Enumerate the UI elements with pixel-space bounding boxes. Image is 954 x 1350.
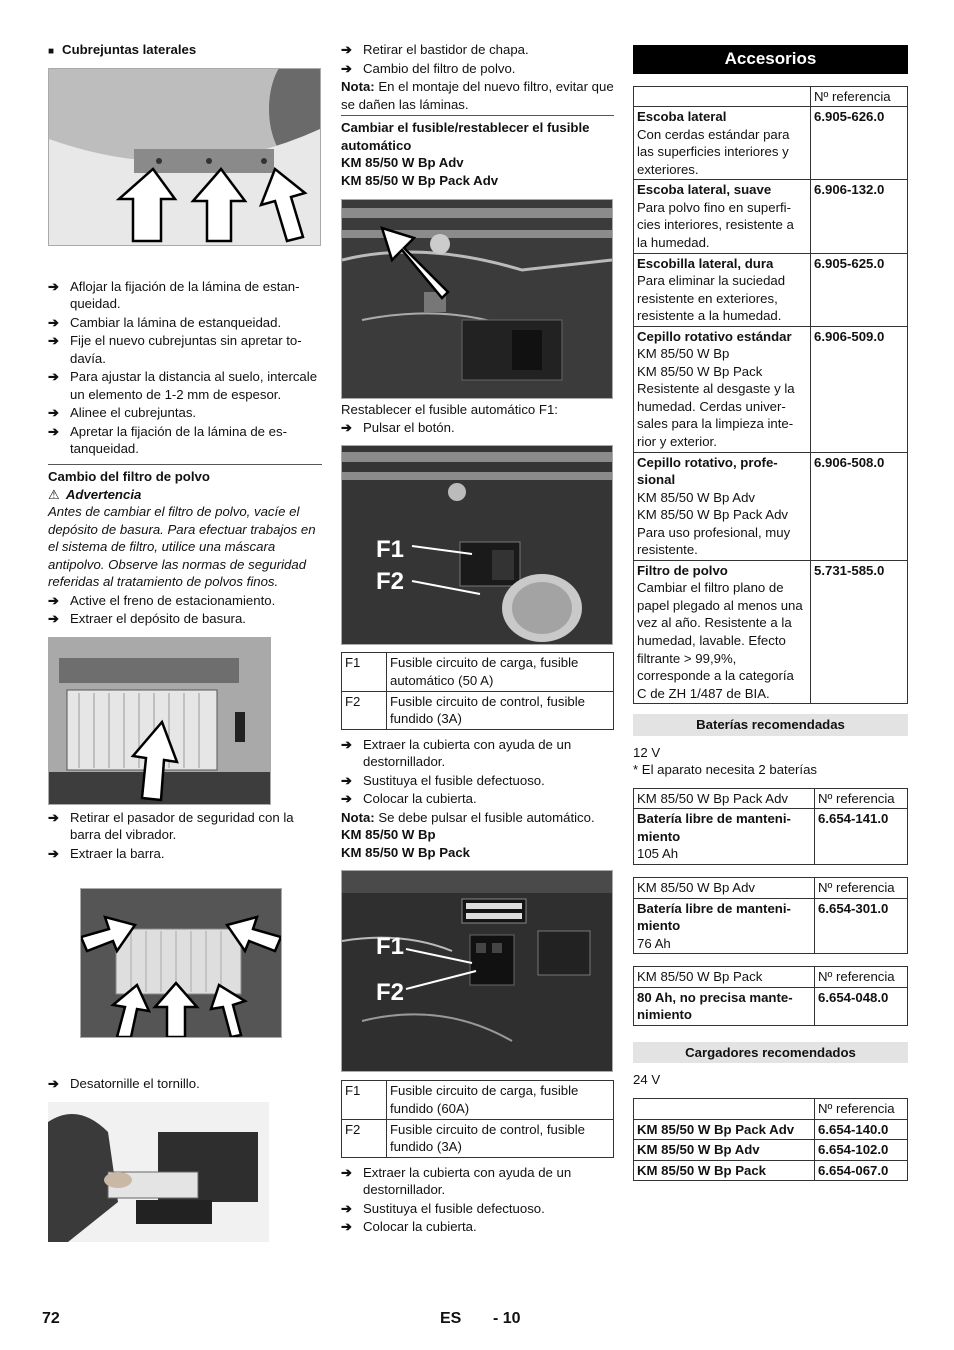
ref-column-header: Nº referencia [811,86,908,107]
table-row: F1 Fusible circuito de carga, fusible automático (50 A) [342,653,614,691]
step-item: ➔ Extraer la cubierta con ayuda de un destornillador. [341,736,572,770]
filter-bar-illustration [81,889,281,1037]
step-item: ➔ Alinee el cubrejuntas. [48,405,197,421]
column-left [48,38,322,1242]
table-header-row [634,86,908,107]
step-item: ➔ Pulsar el botón. [341,419,455,435]
arrow-icon: ➔ [48,611,60,627]
photo-fuses-bp [341,870,613,1072]
table-row: F1 Fusible circuito de carga, fusible fundido (60A) [342,1081,614,1119]
step-item: ➔ Extraer la barra. [48,846,165,862]
battery-note: * El aparato necesita 2 baterías [633,762,818,778]
photo-fuse-reset [341,199,613,399]
step-item: ➔ Fije el nuevo cubrejuntas sin apretar todavía. [48,333,302,366]
steps-skirt [48,278,322,458]
table-row: Cepillo rotativo, profesional KM 85/50 W Bp Adv KM 85/50 W Bp Pack Adv Para uso profesional, muy resistente. 6.906-508.0 [634,452,908,560]
table-row: F2 Fusible circuito de control, fusible fundido (3A) [342,1119,614,1157]
arrow-icon: ➔ [48,423,60,439]
model-label: KM 85/50 W Bp Pack Adv [341,172,499,188]
arrow-icon: ➔ [48,592,60,608]
language-code: ES [440,1310,462,1327]
photo-filter-vibrator [48,637,271,805]
arrow-icon: ➔ [341,1219,353,1235]
fuse-heading: Cambiar el fusible/restablecer el fusible automático [341,120,590,153]
arrow-icon: ➔ [341,772,353,788]
table-row: Batería libre de mantenimiento 105 Ah 6.654-141.0 [634,809,908,865]
filter-vibrator-illustration [49,638,270,804]
column-middle [341,38,614,1237]
step-item: ➔ Aflojar la fijación de la lámina de estanqueidad. [48,278,300,312]
step-item: ➔ Para ajustar la distancia al suelo, intercale un elemento de 1-2 mm de espesor. [48,369,318,402]
table-row: KM 85/50 W Bp Pack 6.654-067.0 [634,1160,908,1181]
photo-side-skirt [48,68,321,246]
fuses-bp-illustration [342,871,612,1071]
step-item: ➔ Extraer el depósito de basura. [48,611,246,627]
table-header-row: Nº referencia [634,1098,908,1119]
arrow-icon: ➔ [341,736,353,752]
warning-heading: ⚠ Advertencia [48,486,142,502]
chargers-title: Cargadores recomendados [633,1042,908,1064]
arrow-icon: ➔ [48,846,60,862]
table-row: Escoba lateral Con cerdas estándar para las superficies interiores y exteriores. 6.905-626.0 [634,107,908,180]
table-row: Cepillo rotativo estándar KM 85/50 W Bp KM 85/50 W Bp Pack Resistente al desgaste y la humedad. Cerdas universales para la limpieza interior y exterior. 6.906-509.0 [634,326,908,452]
step-item: ➔ Retirar el pasador de seguridad con la barra del vibrador. [48,809,294,843]
photo-removing-filter [48,1102,269,1242]
battery-table [633,788,908,865]
step-item: ➔ Sustituya el fusible defectuoso. [341,772,545,788]
table-row: KM 85/50 W Bp Pack Adv 6.654-140.0 [634,1119,908,1140]
page-number: 72 [42,1310,60,1327]
label-f2: F2 [376,979,405,1007]
fuse-table-adv [341,652,614,729]
accessories-title: Accesorios [633,45,908,74]
arrow-icon: ➔ [341,791,353,807]
chargers-table [633,1098,908,1181]
arrow-icon: ➔ [48,809,60,825]
accessories-table [633,86,908,705]
table-row: 80 Ah, no precisa mantenimiento 6.654-048.0 [634,987,908,1025]
step-item: ➔ Active el freno de estacionamiento. [48,592,276,608]
divider [48,464,322,465]
table-row: F2 Fusible circuito de control, fusible fundido (3A) [342,691,614,729]
removing-filter-illustration [48,1102,269,1242]
label-f1: F1 [376,933,405,961]
section-page: - 10 [493,1310,521,1327]
charger-voltage: 24 V [633,1072,661,1088]
arrow-icon: ➔ [48,1075,60,1091]
step-item: ➔ Retirar el bastidor de chapa. [341,42,529,57]
arrow-icon: ➔ [48,369,60,385]
table-header-row: KM 85/50 W Bp Pack Adv Nº referencia [634,788,908,809]
reset-text: Restablecer el fusible automático F1: [341,402,558,418]
step-item: ➔ Apretar la fijación de la lámina de estanqueidad. [48,423,287,457]
table-row: Filtro de polvo Cambiar el filtro plano de papel plegado al menos una vez al año. Resistente a la humedad, lavable. Efecto filtrante > 99,9%, corresponde a la categoría C de ZH 1/487 de BIA. 5.731-585.0 [634,560,908,703]
table-header-row: KM 85/50 W Bp Adv Nº referencia [634,878,908,899]
arrow-icon: ➔ [48,405,60,421]
battery-table [633,877,908,954]
side-skirt-illustration [49,69,320,245]
battery-voltage: 12 V [633,744,661,760]
arrow-icon: ➔ [341,42,353,57]
arrow-icon: ➔ [341,1164,353,1180]
photo-fuses-adv [341,445,613,645]
arrow-icon: ➔ [48,333,60,349]
batteries-title: Baterías recomendadas [633,714,908,736]
battery-table [633,966,908,1026]
bullet-square-icon: ■ [48,46,55,57]
label-f2: F2 [376,568,405,596]
fuse-reset-illustration [342,200,612,398]
table-row: KM 85/50 W Bp Adv 6.654-102.0 [634,1140,908,1161]
model-label: KM 85/50 W Bp Pack [341,844,470,860]
arrow-icon: ➔ [341,1200,353,1216]
label-f1: F1 [376,536,405,564]
column-right [633,45,908,1181]
note: Nota: Se debe pulsar el fusible automático. [341,809,595,825]
step-item: ➔ Sustituya el fusible defectuoso. [341,1200,545,1216]
filter-heading: Cambio del filtro de polvo [48,469,210,485]
table-row: Batería libre de mantenimiento 76 Ah 6.654-301.0 [634,898,908,954]
note: Nota: En el montaje del nuevo filtro, evitar que se dañen las láminas. [341,79,614,112]
model-label: KM 85/50 W Bp [341,827,436,843]
section-title: ■ Cubrejuntas laterales [48,42,197,57]
arrow-icon: ➔ [48,314,60,330]
warning-text: Antes de cambiar el filtro de polvo, vacíe el depósito de basura. Para efectuar trabajos en el sistema de filtro, utilice una máscara antipolvo. Observe las normas de seguridad referidas al tratamiento de polvos finos. [48,504,316,590]
table-header-row: KM 85/50 W Bp Pack Nº referencia [634,967,908,988]
arrow-icon: ➔ [48,278,60,294]
step-item: ➔ Desatornille el tornillo. [48,1075,200,1091]
fuse-table-bp [341,1080,614,1157]
photo-filter-bar [80,888,282,1038]
arrow-icon: ➔ [341,419,353,435]
step-item: ➔ Cambiar la lámina de estanqueidad. [48,314,282,330]
model-label: KM 85/50 W Bp Adv [341,155,464,171]
step-item: ➔ Cambio del filtro de polvo. [341,60,516,76]
warning-triangle-icon: ⚠ [48,486,60,502]
table-row: Escobilla lateral, dura Para eliminar la suciedad resistente en exteriores, resistente a la humedad. 6.905-625.0 [634,253,908,326]
step-item: ➔ Extraer la cubierta con ayuda de un destornillador. [341,1164,572,1198]
step-item: ➔ Colocar la cubierta. [341,791,477,807]
table-row: Escoba lateral, suave Para polvo fino en superficies interiores, resistente a la humedad. 6.906-132.0 [634,180,908,253]
divider [341,115,614,116]
step-item: ➔ Colocar la cubierta. [341,1219,477,1235]
arrow-icon: ➔ [341,60,353,76]
